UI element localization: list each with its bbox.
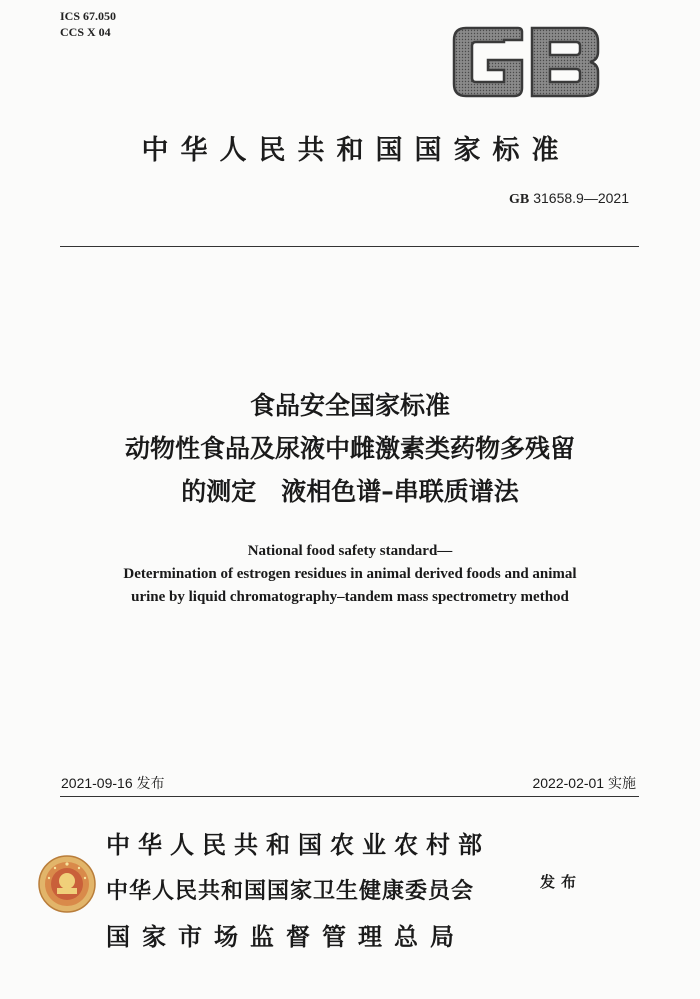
issue-label: 发布 — [540, 873, 583, 891]
english-title-line-2: Determination of estrogen residues in animal derived foods and animal — [123, 566, 577, 582]
chinese-title-line-2: 动物性食品及尿液中雌激素类药物多残留 — [124, 434, 575, 463]
english-title-line-1: National food safety standard— — [247, 543, 453, 559]
chinese-title — [0, 384, 700, 513]
issuer-agriculture-ministry: 中华人民共和国农业农村部 — [106, 830, 490, 859]
english-title — [0, 540, 700, 609]
ccs-code: CCS X 04 — [60, 25, 111, 39]
top-divider — [60, 246, 639, 247]
issuer-market-regulation: 国家市场监督管理总局 — [106, 922, 466, 951]
classification-codes — [60, 8, 116, 40]
ics-code: ICS 67.050 — [60, 9, 117, 23]
issuing-organizations — [106, 822, 490, 960]
national-emblem-icon — [37, 854, 97, 914]
english-title-line-3: urine by liquid chromatography–tandem mass spectrometry method — [131, 589, 569, 605]
chinese-title-line-3: 的测定 液相色谱–串联质谱法 — [181, 477, 519, 506]
standard-prefix: GB — [509, 192, 530, 207]
chinese-title-line-1: 食品安全国家标准 — [249, 391, 450, 420]
issuer-health-commission: 中华人民共和国国家卫生健康委员会 — [106, 878, 475, 904]
issue-date: 2021-09-16 发布 — [61, 775, 165, 791]
bottom-divider — [60, 796, 639, 797]
country-standard-title: 中华人民共和国国家标准 — [141, 135, 571, 166]
gb-logo-icon — [452, 26, 602, 98]
standard-number — [509, 190, 629, 208]
standard-code: 31658.9—2021 — [533, 190, 629, 206]
implementation-date: 2022-02-01 实施 — [532, 775, 636, 791]
